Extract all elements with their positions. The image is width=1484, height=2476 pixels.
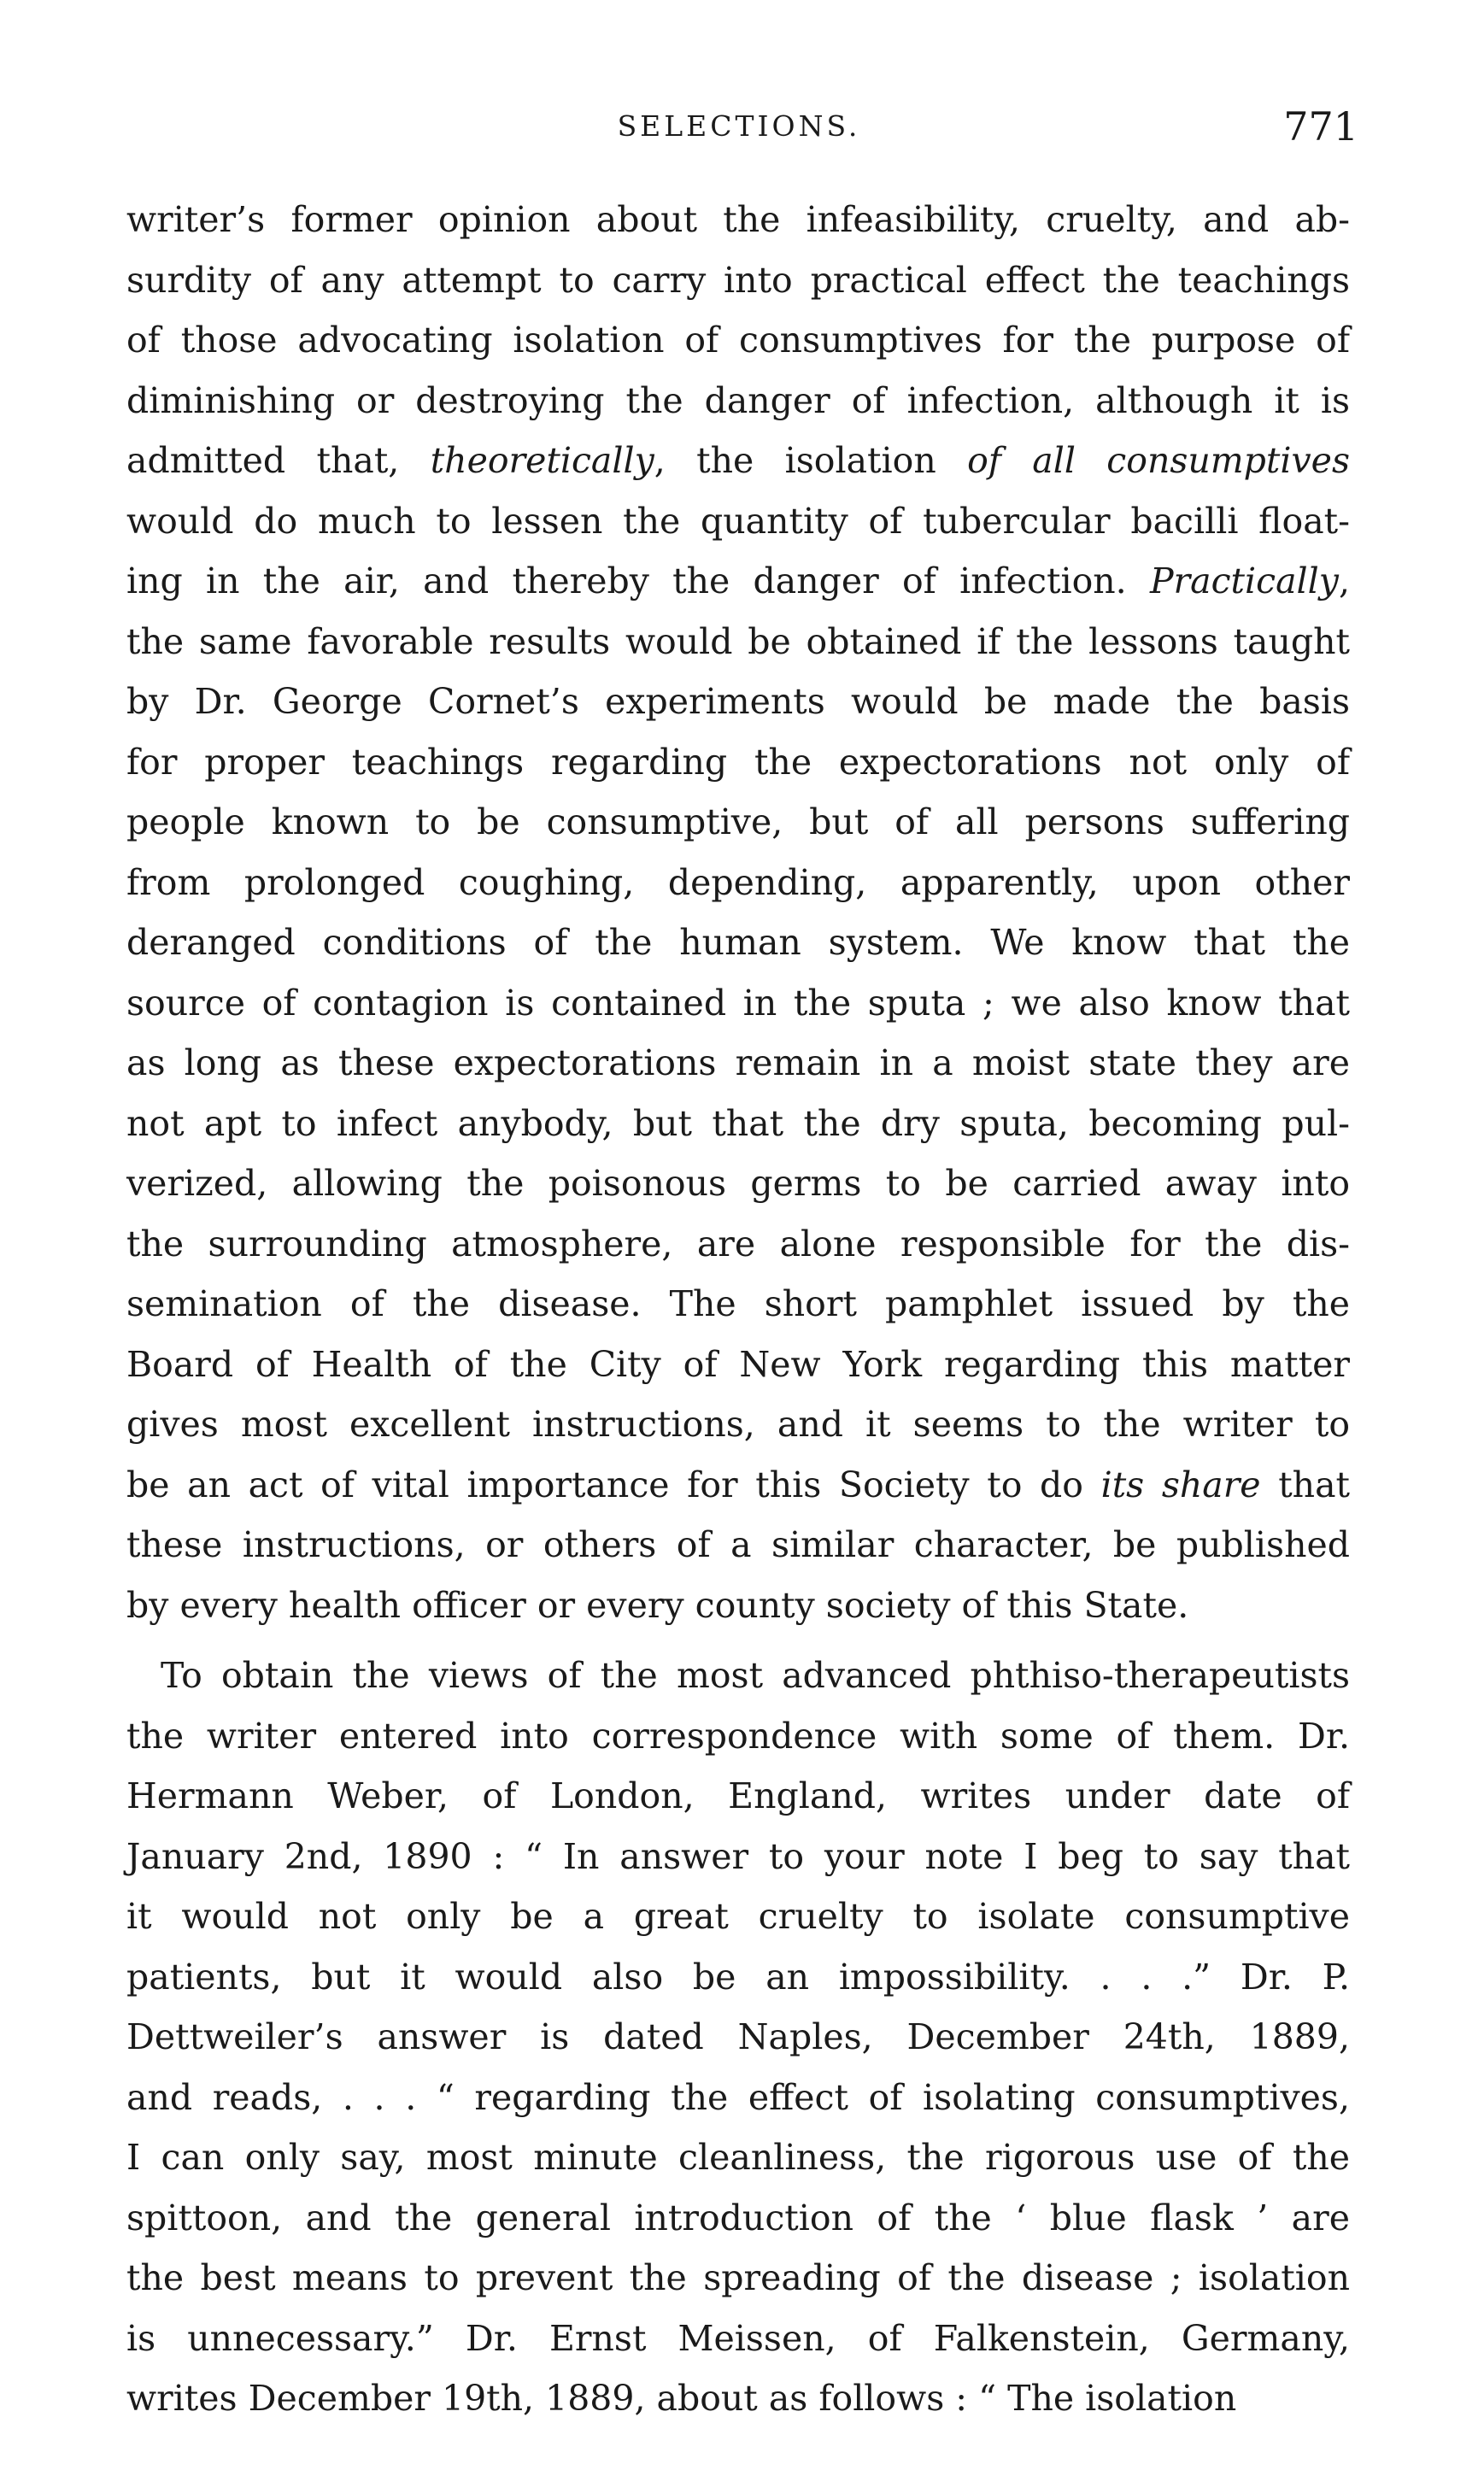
text-run: verized, allowing the poisonous germs to be carried away into xyxy=(126,1163,1350,1204)
text-line xyxy=(126,1033,1350,1094)
text-run: by every health officer or every county society of this State. xyxy=(126,1584,1189,1626)
text-run: Hermann Weber, of London, England, writes under date of xyxy=(126,1775,1350,1816)
page-number: 771 xyxy=(1283,103,1358,150)
text-line xyxy=(126,973,1350,1034)
text-line xyxy=(126,1575,1350,1636)
italic-text: of all consumptives xyxy=(967,440,1350,481)
text-run: these instructions, or others of a similar character, be published xyxy=(126,1524,1350,1565)
text-line xyxy=(126,612,1350,672)
text-line xyxy=(126,2248,1350,2309)
text-line xyxy=(126,672,1350,732)
text-run: for proper teachings regarding the expectorations not only of xyxy=(126,741,1350,783)
text-line xyxy=(126,551,1350,612)
text-line xyxy=(126,2368,1350,2429)
text-line xyxy=(126,853,1350,913)
text-line xyxy=(126,1766,1350,1827)
text-line xyxy=(126,2309,1350,2369)
text-line xyxy=(126,1515,1350,1575)
running-title: SELECTIONS. xyxy=(617,109,861,143)
text-run: surdity of any attempt to carry into practical effect the teachings xyxy=(126,259,1350,301)
text-run: Dettweiler’s answer is dated Naples, December 24th, 1889, xyxy=(126,2016,1350,2057)
text-run: deranged conditions of the human system. We know that the xyxy=(126,922,1350,963)
text-run: ing in the air, and thereby the danger of infection. xyxy=(126,560,1150,601)
text-run: patients, but it would also be an impossibility. . . .” Dr. P. xyxy=(126,1956,1350,1998)
text-run: would do much to lessen the quantity of tubercular bacilli float- xyxy=(126,500,1350,542)
text-line xyxy=(126,1094,1350,1154)
text-line xyxy=(126,1646,1350,1706)
italic-text: its share xyxy=(1100,1464,1261,1505)
text-run: diminishing or destroying the danger of infection, although it is xyxy=(126,379,1350,421)
text-line xyxy=(126,491,1350,552)
body-text xyxy=(126,190,1350,2429)
italic-text: Practically xyxy=(1149,560,1339,601)
text-run: it would not only be a great cruelty to isolate consumptive xyxy=(126,1896,1350,1937)
text-run: source of contagion is contained in the sputa ; we also know that xyxy=(126,982,1350,1024)
text-run: I can only say, most minute cleanliness, the rigorous use of the xyxy=(126,2137,1350,2178)
text-line xyxy=(126,1455,1350,1516)
text-line xyxy=(126,1274,1350,1335)
paragraph-gap xyxy=(126,1635,1350,1646)
text-line xyxy=(126,250,1350,311)
text-line xyxy=(126,371,1350,431)
text-run: by Dr. George Cornet’s experiments would be made the basis xyxy=(126,681,1350,722)
text-line xyxy=(126,1827,1350,1887)
text-line xyxy=(126,1335,1350,1395)
text-run: January 2nd, 1890 : “ In answer to your note I beg to say that xyxy=(126,1835,1350,1877)
text-line xyxy=(126,1886,1350,1947)
text-run: people known to be consumptive, but of all persons suffering xyxy=(126,801,1350,842)
text-run: writes December 19th, 1889, about as follows : “ The isolation xyxy=(126,2378,1237,2419)
running-head xyxy=(120,101,1358,152)
paragraph xyxy=(126,190,1350,1635)
paragraph xyxy=(126,1646,1350,2429)
text-run: To obtain the views of the most advanced phthiso-therapeutists xyxy=(161,1655,1350,1696)
text-run: from prolonged coughing, depending, apparently, upon other xyxy=(126,861,1350,903)
text-line xyxy=(126,1947,1350,2008)
text-run: the writer entered into correspondence with some of them. Dr. xyxy=(126,1715,1350,1757)
text-run: the same favorable results would be obtained if the lessons taught xyxy=(126,620,1350,662)
text-line xyxy=(126,1214,1350,1275)
text-line xyxy=(126,792,1350,853)
text-run: , xyxy=(1338,560,1350,601)
text-run: Board of Health of the City of New York regarding this matter xyxy=(126,1343,1350,1385)
text-run: is unnecessary.” Dr. Ernst Meissen, of Falkenstein, Germany, xyxy=(126,2317,1350,2359)
text-run: , the isolation xyxy=(654,440,968,481)
italic-text: theoretically xyxy=(430,440,654,481)
text-run: spittoon, and the general introduction of the ‘ blue flask ’ are xyxy=(126,2197,1350,2238)
text-line xyxy=(126,190,1350,250)
text-run: gives most excellent instructions, and it seems to the writer to xyxy=(126,1404,1350,1445)
text-line xyxy=(126,2188,1350,2249)
text-run: the best means to prevent the spreading of the disease ; isolation xyxy=(126,2257,1350,2298)
text-run: and reads, . . . “ regarding the effect of isolating consumptives, xyxy=(126,2076,1350,2118)
text-run: be an act of vital importance for this Society to do xyxy=(126,1464,1101,1505)
text-line xyxy=(126,1394,1350,1455)
text-line xyxy=(126,2127,1350,2188)
text-line xyxy=(126,2007,1350,2068)
text-run: that xyxy=(1260,1464,1350,1505)
text-line xyxy=(126,2068,1350,2128)
text-line xyxy=(126,912,1350,973)
text-line xyxy=(126,1153,1350,1214)
text-run: the surrounding atmosphere, are alone responsible for the dis- xyxy=(126,1223,1350,1264)
text-run: admitted that, xyxy=(126,440,431,481)
text-run: writer’s former opinion about the infeasibility, cruelty, and ab- xyxy=(126,199,1350,240)
text-run: semination of the disease. The short pamphlet issued by the xyxy=(126,1283,1350,1324)
text-run: of those advocating isolation of consumptives for the purpose of xyxy=(126,320,1350,361)
text-line xyxy=(126,1706,1350,1767)
text-run: not apt to infect anybody, but that the dry sputa, becoming pul- xyxy=(126,1102,1350,1144)
text-line xyxy=(126,431,1350,491)
text-line xyxy=(126,732,1350,793)
text-line xyxy=(126,310,1350,371)
text-run: as long as these expectorations remain in a moist state they are xyxy=(126,1042,1350,1083)
